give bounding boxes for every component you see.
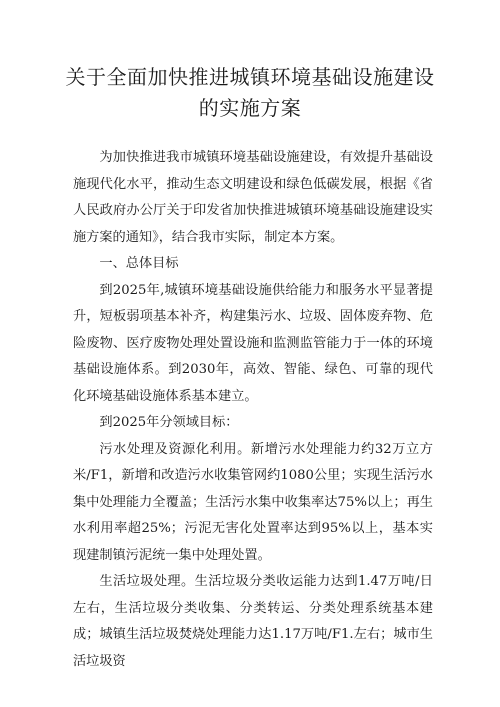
section-heading-goals: 一、总体目标 <box>99 256 179 271</box>
domain-goals-heading: 到2025年分领域目标： <box>99 415 239 430</box>
garbage-paragraph: 生活垃圾处理。生活垃圾分类收运能力达到1.47万吨/日左右，生活垃圾分类收集、分类转运、分类处理系统基本建成；城镇生活垃圾焚烧处理能力达1.17万吨/F1.左右；城市生活垃圾资 <box>73 574 433 669</box>
goals-paragraph: 到2025年,城镇环境基础设施供给能力和服务水平显著提升，短板弱项基本补齐，构建集污水、垃圾、固体废弃物、危险废物、医疗废物处理处置设施和监测监管能力于一体的环境基础设施体系。到2030年，高效、智能、绿色、可靠的现代化环境基础设施体系基本建立。 <box>73 282 433 404</box>
sewage-paragraph: 污水处理及资源化利用。新增污水处理能力约32万立方米/F1，新增和改造污水收集管网约1080公里；实现生活污水集中处理能力全覆盖；生活污水集中收集率达75%以上；再生水利用率超25%；污泥无害化处置率达到95%以上，基本实现建制镇污泥统一集中处理处置。 <box>73 441 433 563</box>
document-title <box>60 62 440 124</box>
title-line-1: 关于全面加快推进城镇环境基础设施建设 <box>65 65 435 89</box>
document-body <box>73 145 433 675</box>
intro-paragraph: 为加快推进我市城镇环境基础设施建设，有效提升基础设施现代化水平，推动生态文明建设和绿色低碳发展，根据《省人民政府办公厅关于印发省加快推进城镇环境基础设施建设实施方案的通知》，结合我市实际，制定本方案。 <box>73 150 433 245</box>
title-line-2: 的实施方案 <box>198 96 302 120</box>
